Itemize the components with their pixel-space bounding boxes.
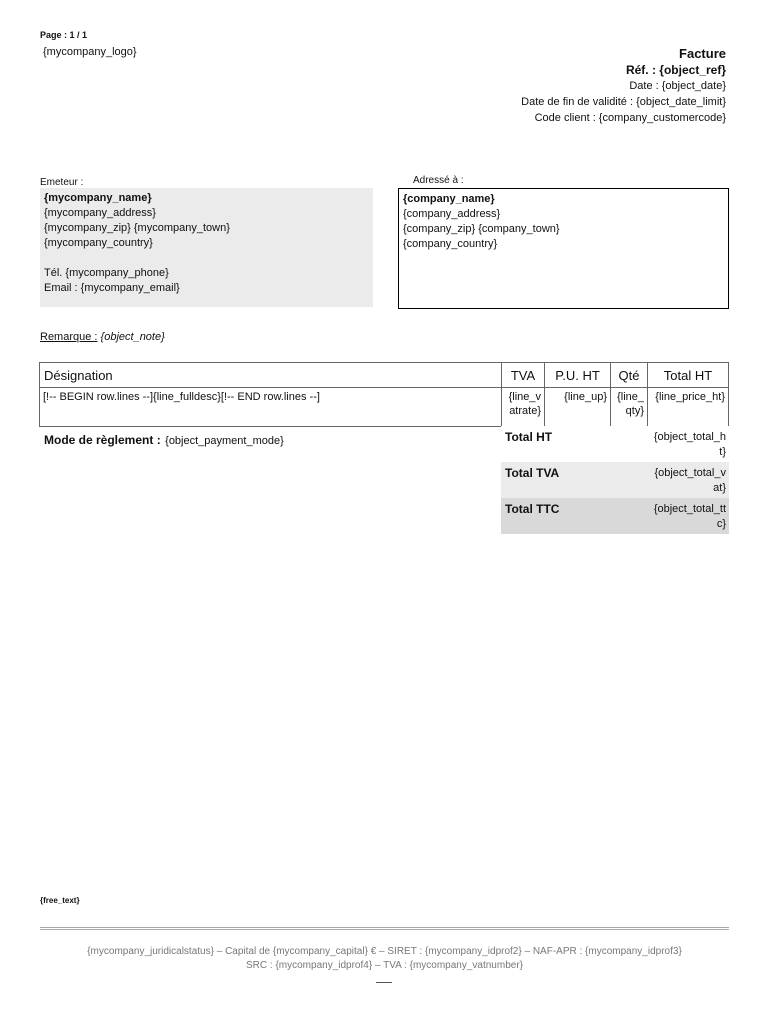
document-date: Date : {object_date} xyxy=(629,80,726,92)
col-unit-price: P.U. HT xyxy=(545,363,611,388)
note-value: {object_note} xyxy=(100,331,165,343)
total-tva-value: {object_total_vat} xyxy=(654,467,726,494)
payment-mode-label: Mode de règlement : xyxy=(44,433,161,447)
sender-zip-town: {mycompany_zip} {mycompany_town} xyxy=(44,222,230,234)
footer-legal-line-2: SRC : {mycompany_idprof4} – TVA : {mycompany_vatnumber} xyxy=(246,960,523,971)
cell-tva: {line_vatrate} xyxy=(502,388,545,427)
total-ttc-value: {object_total_ttc} xyxy=(653,503,726,530)
total-tva-label: Total TVA xyxy=(505,466,560,480)
company-logo-placeholder: {mycompany_logo} xyxy=(43,46,137,58)
sender-heading: Emeteur : xyxy=(40,177,84,188)
footer-mark xyxy=(376,982,392,983)
payment-mode xyxy=(44,431,284,449)
footer-divider xyxy=(40,927,729,930)
total-ht-label: Total HT xyxy=(505,430,553,444)
recipient-name: {company_name} xyxy=(403,193,495,205)
cell-quantity: {line_qty} xyxy=(611,388,648,427)
col-total-ht: Total HT xyxy=(648,363,729,388)
recipient-address-box xyxy=(398,188,729,309)
payment-mode-value: {object_payment_mode} xyxy=(165,435,284,447)
sender-address-box xyxy=(40,188,373,307)
recipient-country: {company_country} xyxy=(403,238,498,250)
sender-country: {mycompany_country} xyxy=(44,237,153,249)
total-tva-row xyxy=(501,462,729,498)
sender-phone: Tél. {mycompany_phone} xyxy=(44,267,169,279)
cell-designation: [!-- BEGIN row.lines --]{line_fulldesc}[!-- END row.lines --] xyxy=(40,388,502,427)
note-label: Remarque : xyxy=(40,331,98,343)
sender-name: {mycompany_name} xyxy=(44,192,152,204)
col-tva: TVA xyxy=(502,363,545,388)
page-number: Page : 1 / 1 xyxy=(40,30,88,40)
invoice-lines-table xyxy=(39,362,729,427)
recipient-address: {company_address} xyxy=(403,208,501,220)
sender-address: {mycompany_address} xyxy=(44,207,156,219)
document-ref: Réf. : {object_ref} xyxy=(625,63,726,77)
col-quantity: Qté xyxy=(611,363,648,388)
recipient-heading: Adressé à : xyxy=(413,175,464,186)
document-title: Facture xyxy=(679,46,726,61)
validity-date: Date de fin de validité : {object_date_limit} xyxy=(521,96,726,108)
total-ttc-row xyxy=(501,498,729,534)
recipient-zip-town: {company_zip} {company_town} xyxy=(403,223,560,235)
table-header-row xyxy=(40,363,729,388)
free-text: {free_text} xyxy=(40,896,80,905)
total-ttc-label: Total TTC xyxy=(505,502,560,516)
totals-block xyxy=(501,426,729,534)
note xyxy=(40,330,165,345)
sender-email: Email : {mycompany_email} xyxy=(44,282,180,294)
footer-legal-line-1: {mycompany_juridicalstatus} – Capital de {mycompany_capital} € – SIRET : {mycompany_idprof2} – NAF-APR : {mycompany_idprof3} xyxy=(87,946,682,957)
table-row xyxy=(40,388,729,427)
cell-unit-price: {line_up} xyxy=(545,388,611,427)
col-designation: Désignation xyxy=(40,363,502,388)
document-header xyxy=(406,46,726,126)
total-ht-value: {object_total_ht} xyxy=(653,431,726,458)
cell-total-ht: {line_price_ht} xyxy=(648,388,729,427)
total-ht-row xyxy=(501,426,729,462)
footer xyxy=(40,945,729,973)
customer-code: Code client : {company_customercode} xyxy=(534,112,726,124)
